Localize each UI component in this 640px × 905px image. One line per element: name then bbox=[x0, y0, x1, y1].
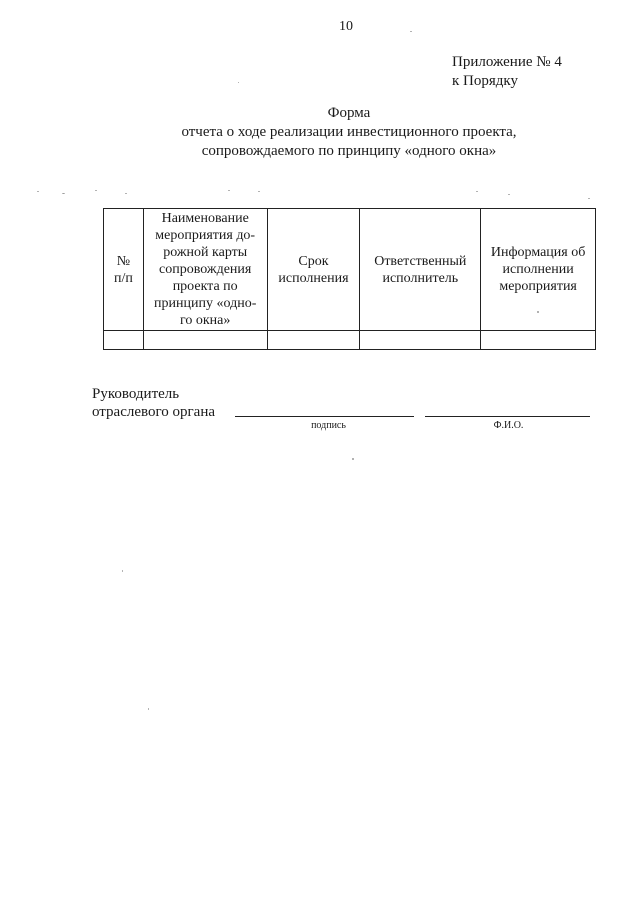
signature-line bbox=[235, 416, 414, 417]
report-table bbox=[103, 208, 596, 350]
scan-speck bbox=[238, 82, 239, 83]
scan-speck bbox=[588, 198, 590, 199]
table-cell bbox=[267, 331, 360, 350]
page-number: 10 bbox=[339, 19, 353, 34]
fio-line bbox=[425, 416, 590, 417]
scan-speck bbox=[258, 191, 260, 192]
scan-speck bbox=[125, 193, 127, 194]
signature-caption: подпись bbox=[311, 420, 346, 431]
form-title bbox=[0, 104, 640, 161]
appendix-line-1: Приложение № 4 bbox=[452, 54, 562, 70]
scan-speck bbox=[228, 190, 230, 191]
header-execution-info: Информация об исполнении мероприятия bbox=[481, 209, 596, 331]
table-row bbox=[104, 331, 596, 350]
head-label-line-1: Руководитель bbox=[92, 386, 180, 402]
table-cell bbox=[481, 331, 596, 350]
scan-speck bbox=[95, 190, 97, 191]
header-event-name: Наименование мероприятия до- рожной карты сопровождения проекта по принципу «одно- го окна» bbox=[143, 209, 267, 331]
head-label-line-2: отраслевого органа bbox=[92, 404, 216, 420]
scan-speck bbox=[37, 191, 39, 192]
fio-caption: Ф.И.О. bbox=[493, 420, 524, 431]
scan-speck bbox=[148, 708, 149, 710]
scan-speck bbox=[410, 31, 412, 32]
appendix-reference bbox=[452, 53, 562, 91]
scan-speck bbox=[62, 193, 65, 194]
header-number: № п/п bbox=[104, 209, 144, 331]
appendix-line-2: к Порядку bbox=[452, 73, 518, 89]
head-of-agency-label bbox=[92, 385, 215, 421]
scan-speck bbox=[352, 458, 354, 460]
form-title-line-1: Форма bbox=[327, 105, 371, 121]
scan-speck bbox=[508, 194, 510, 195]
table-cell bbox=[143, 331, 267, 350]
header-responsible: Ответственный исполнитель bbox=[360, 209, 481, 331]
header-deadline: Срок исполнения bbox=[267, 209, 360, 331]
table-cell bbox=[360, 331, 481, 350]
scan-speck bbox=[122, 570, 123, 572]
scan-speck bbox=[537, 311, 539, 313]
table-header-row bbox=[104, 209, 596, 331]
form-title-line-3: сопровождаемого по принципу «одного окна» bbox=[201, 143, 497, 159]
form-title-line-2: отчета о ходе реализации инвестиционного проекта, bbox=[181, 124, 517, 140]
scan-speck bbox=[476, 191, 478, 192]
table-cell bbox=[104, 331, 144, 350]
